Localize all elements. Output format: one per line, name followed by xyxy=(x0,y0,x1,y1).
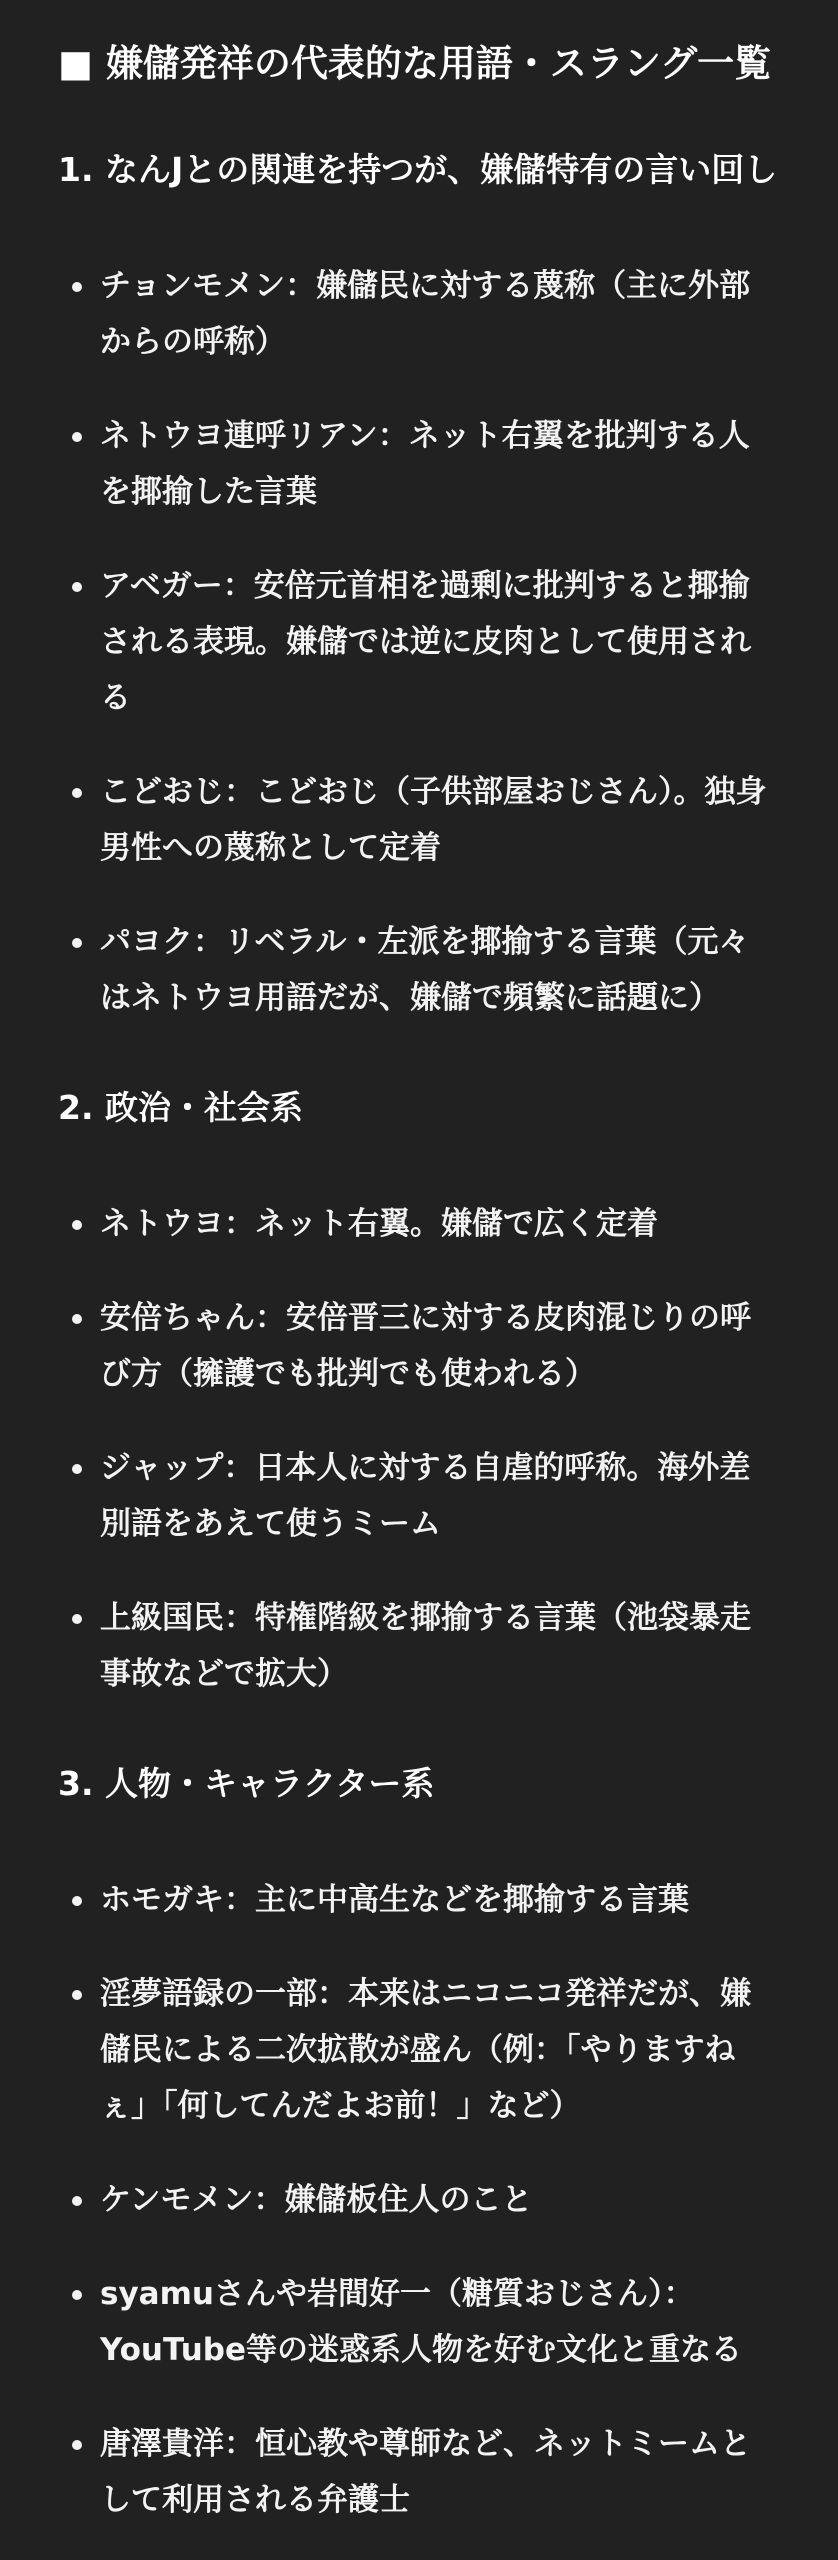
term-list xyxy=(58,1196,780,1702)
list-item: チョンモメン：嫌儲民に対する蔑称（主に外部からの呼称） xyxy=(58,258,780,370)
list-item: 唐澤貴洋：恒心教や尊師など、ネットミームとして利用される弁護士 xyxy=(58,2416,780,2528)
list-item: ネトウヨ：ネット右翼。嫌儲で広く定着 xyxy=(58,1196,780,1252)
list-item: ホモガキ：主に中高生などを揶揄する言葉 xyxy=(58,1872,780,1928)
section-heading: 3. 人物・キャラクター系 xyxy=(58,1764,435,1803)
list-item: ケンモメン：嫌儲板住人のこと xyxy=(58,2172,780,2228)
section-2 xyxy=(58,1082,780,1702)
list-item: ネトウヨ連呼リアン：ネット右翼を批判する人を揶揄した言葉 xyxy=(58,408,780,520)
term-list xyxy=(58,1872,780,2528)
section-heading: 2. 政治・社会系 xyxy=(58,1088,303,1127)
page-title: ■ 嫌儲発祥の代表的な用語・スラング一覧 xyxy=(58,42,772,85)
section-3 xyxy=(58,1758,780,2528)
term-list xyxy=(58,258,780,1026)
list-item: 安倍ちゃん：安倍晋三に対する皮肉混じりの呼び方（擁護でも批判でも使われる） xyxy=(58,1290,780,1402)
list-item: syamuさんや岩間好一（糖質おじさん）：YouTube等の迷惑系人物を好む文化と重なる xyxy=(58,2266,780,2378)
list-item: ジャップ：日本人に対する自虐的呼称。海外差別語をあえて使うミーム xyxy=(58,1440,780,1552)
list-item: アベガー：安倍元首相を過剰に批判すると揶揄される表現。嫌儲では逆に皮肉として使用される xyxy=(58,558,780,726)
section-1 xyxy=(58,144,780,1026)
section-heading: 1. なんJとの関連を持つが、嫌儲特有の言い回し xyxy=(58,150,778,189)
list-item: 上級国民：特権階級を揶揄する言葉（池袋暴走事故などで拡大） xyxy=(58,1590,780,1702)
list-item: 淫夢語録の一部：本来はニコニコ発祥だが、嫌儲民による二次拡散が盛ん（例：「やりますねぇ」「何してんだよお前！」など） xyxy=(58,1966,780,2134)
list-item: こどおじ：こどおじ（子供部屋おじさん）。独身男性への蔑称として定着 xyxy=(58,764,780,876)
list-item: パヨク：リベラル・左派を揶揄する言葉（元々はネトウヨ用語だが、嫌儲で頻繁に話題に） xyxy=(58,914,780,1026)
